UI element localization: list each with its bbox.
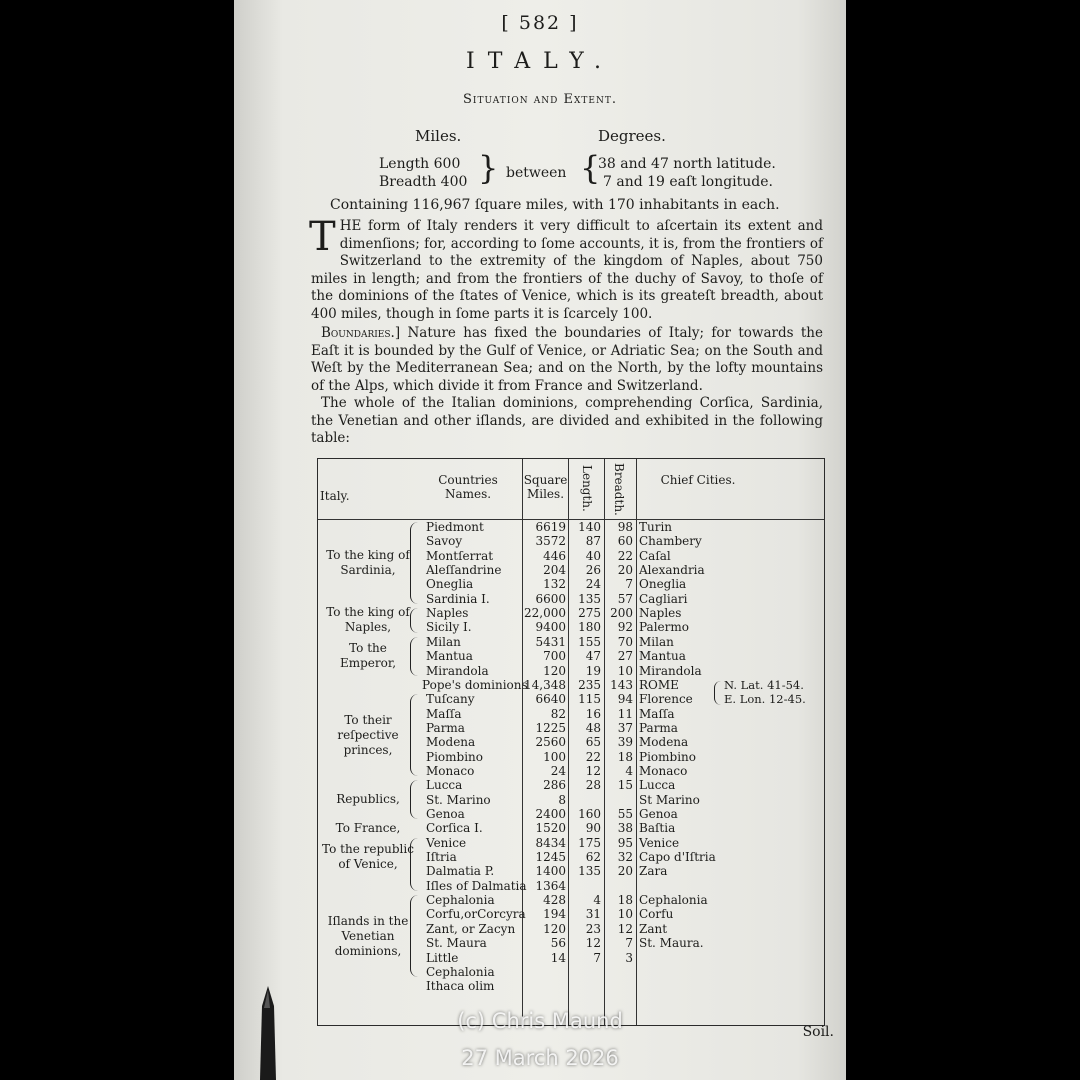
breadth-value: 60 xyxy=(617,534,633,549)
chief-city: Genoa xyxy=(639,807,678,821)
length-value: 4 xyxy=(593,893,601,908)
country-name: Mantua xyxy=(426,649,473,664)
square-miles-value: 6600 xyxy=(535,591,566,606)
dominion-group-label: Republics, xyxy=(336,792,400,807)
breadth-value: 55 xyxy=(617,807,633,821)
square-miles-value: 100 xyxy=(543,749,566,764)
chief-city: Parma xyxy=(639,720,678,735)
country-name: Piombino xyxy=(426,749,483,764)
chief-city: Monaco xyxy=(639,763,688,778)
length-value: 62 xyxy=(585,850,601,865)
dominion-group-label: To the king of Naples, xyxy=(326,605,410,635)
length-value: 16 xyxy=(585,706,601,721)
square-miles-value: 446 xyxy=(543,548,566,563)
breadth-value: 11 xyxy=(617,706,633,721)
length-value: Length 600 xyxy=(379,156,461,172)
square-miles-value: 5431 xyxy=(535,634,566,649)
square-miles-value: 8 xyxy=(558,792,566,807)
length-value: 24 xyxy=(585,577,601,592)
length-value: 26 xyxy=(585,563,601,578)
breadth-header: Breadth. xyxy=(612,463,626,516)
group-brace-icon xyxy=(410,694,421,776)
square-miles-value: 82 xyxy=(550,706,566,721)
chief-city: Oneglia xyxy=(639,577,687,592)
length-value: 12 xyxy=(585,763,601,778)
longitude-range: 7 and 19 eaſt longitude. xyxy=(603,174,773,190)
breadth-value: 38 xyxy=(617,821,633,836)
group-brace-icon xyxy=(410,637,421,676)
rome-longitude-note: E. Lon. 12-45. xyxy=(724,692,806,706)
length-value: 19 xyxy=(585,663,601,678)
chief-city: Cephalonia xyxy=(639,893,708,908)
chief-city: Milan xyxy=(639,634,674,649)
length-value: 7 xyxy=(593,950,601,965)
square-miles-value: 204 xyxy=(543,563,566,578)
dominion-group-label: To the king of Sardinia, xyxy=(326,548,410,578)
chief-city: Modena xyxy=(639,735,689,750)
country-name: Cephalonia xyxy=(426,893,495,908)
cities-header: Chief Cities. xyxy=(660,473,736,487)
dominion-group-label: Iſlands in the Venetian dominions, xyxy=(327,914,409,959)
length-header: Length. xyxy=(580,465,594,512)
chief-city: Chambery xyxy=(639,534,702,549)
square-miles-value: 56 xyxy=(550,936,566,951)
breadth-value: 10 xyxy=(617,663,633,678)
square-miles-value: 1364 xyxy=(535,878,566,893)
chief-city: Lucca xyxy=(639,778,676,793)
chief-city: Caſal xyxy=(639,548,671,563)
country-name: Genoa xyxy=(426,807,465,821)
country-name: Iſtria xyxy=(426,850,457,865)
dominion-group-label: To the Emperor, xyxy=(339,641,397,671)
breadth-value: 98 xyxy=(617,520,633,534)
breadth-value: 18 xyxy=(617,749,633,764)
square-miles-value: 1520 xyxy=(535,821,566,836)
catchword: Soil. xyxy=(802,1024,834,1040)
square-miles-value: 1400 xyxy=(535,864,566,879)
square-miles-value: 3572 xyxy=(535,534,566,549)
length-value: 87 xyxy=(585,534,601,549)
country-name: Sicily I. xyxy=(426,620,472,635)
square-miles-value: 2560 xyxy=(535,735,566,750)
square-miles-value: 120 xyxy=(543,921,566,936)
breadth-value: 15 xyxy=(617,778,633,793)
country-name: Iſles of Dalmatia xyxy=(426,878,527,893)
breadth-value: 12 xyxy=(617,921,633,936)
breadth-value: 39 xyxy=(617,735,633,750)
dominion-group-label: To the republic of Venice, xyxy=(322,842,414,872)
country-name: Venice xyxy=(426,835,467,850)
square-miles-value: 1225 xyxy=(535,720,566,735)
square-miles-value: 22,000 xyxy=(524,606,566,621)
length-value: 40 xyxy=(585,548,601,563)
degrees-header: Degrees. xyxy=(598,127,666,145)
section-subtitle: Situation and Extent. xyxy=(463,92,617,107)
breadth-value: 7 xyxy=(625,936,633,951)
length-value: 12 xyxy=(585,936,601,951)
country-name: St. Marino xyxy=(426,792,491,807)
boundaries-heading: Boundaries.] xyxy=(321,325,401,341)
length-value: 22 xyxy=(585,749,601,764)
rome-brace-icon xyxy=(714,681,721,705)
group-brace-icon xyxy=(410,608,421,633)
dominions-paragraph: The whole of the Italian dominions, comprehending Corſica, Sardinia, the Venetian and other iſlands, are divided and exhibited in the following table: xyxy=(311,395,823,446)
miles-header: Miles. xyxy=(415,127,462,145)
length-value: 155 xyxy=(578,634,601,649)
chief-city: Piombino xyxy=(639,749,696,764)
length-value: 135 xyxy=(578,864,601,879)
square-miles-value: 14,348 xyxy=(524,677,566,692)
country-name: Zant, or Zacyn xyxy=(426,921,516,936)
country-name: Piedmont xyxy=(426,520,484,534)
length-value: 235 xyxy=(578,677,601,692)
chief-city: Florence xyxy=(639,692,693,707)
breadth-value: 32 xyxy=(617,850,633,865)
square-miles-value: 194 xyxy=(543,907,566,922)
square-miles-value: 24 xyxy=(550,763,566,778)
latitude-range: 38 and 47 north latitude. xyxy=(598,156,776,172)
breadth-value: 94 xyxy=(617,692,633,707)
square-miles-value: 286 xyxy=(543,778,566,793)
country-name: Corſica I. xyxy=(426,821,483,836)
right-brace-icon: } xyxy=(478,149,499,187)
breadth-value: 95 xyxy=(617,835,633,850)
breadth-value: Breadth 400 xyxy=(379,174,468,190)
breadth-value: 37 xyxy=(617,720,633,735)
chief-city: Mantua xyxy=(639,649,686,664)
country-name: Milan xyxy=(426,634,461,649)
square-miles-value: 132 xyxy=(543,577,566,592)
country-name: Monaco xyxy=(426,763,475,778)
country-name: St. Maura xyxy=(426,936,487,951)
group-brace-icon xyxy=(410,780,421,819)
breadth-value: 3 xyxy=(625,950,633,965)
breadth-value: 4 xyxy=(625,763,633,778)
chief-city: Maſſa xyxy=(639,706,675,721)
breadth-value: 92 xyxy=(617,620,633,635)
country-name: Tuſcany xyxy=(426,692,475,707)
watermark-date: 27 March 2026 xyxy=(461,1046,619,1070)
length-value: 28 xyxy=(585,778,601,793)
watermark-copyright: (c) Chris Maund xyxy=(457,1009,623,1033)
chief-city: ROME xyxy=(639,677,679,692)
chief-city: Naples xyxy=(639,606,682,621)
length-value: 48 xyxy=(585,720,601,735)
square-miles-value: 1245 xyxy=(535,850,566,865)
chief-city: Zara xyxy=(639,864,668,879)
dominions-table xyxy=(317,458,825,1026)
country-name: Parma xyxy=(426,720,465,735)
square-miles-value: 700 xyxy=(543,649,566,664)
intro-paragraph xyxy=(309,214,823,323)
square-miles-value: 6619 xyxy=(535,520,566,534)
between-label: between xyxy=(506,165,567,181)
country-name: Montſerrat xyxy=(426,548,494,563)
breadth-value: 70 xyxy=(617,634,633,649)
length-value: 115 xyxy=(578,692,601,707)
chief-city: Turin xyxy=(639,520,673,534)
country-name: Sardinia I. xyxy=(426,591,490,606)
country-name: Naples xyxy=(426,606,469,621)
country-name: Lucca xyxy=(426,778,463,793)
chief-city: St Marino xyxy=(639,792,700,807)
boundaries-text: Nature has fixed the boundaries of Italy; for towards the Eaſt it is bounded by the Gulf of Venice, or Adriatic Sea; on the South and Weſt by the Mediterranean Sea; and on the North, by the lofty mountains of the Alps, which divide it from France and Switzerland. xyxy=(311,325,823,394)
breadth-value: 20 xyxy=(617,864,633,879)
breadth-value: 27 xyxy=(617,649,633,664)
chief-city: Alexandria xyxy=(639,563,705,578)
chief-city: Palermo xyxy=(639,620,689,635)
book-page xyxy=(234,0,846,1080)
length-value: 23 xyxy=(585,921,601,936)
country-name: Aleſſandrine xyxy=(426,563,502,578)
length-value: 47 xyxy=(585,649,601,664)
chief-city: Mirandola xyxy=(639,663,702,678)
dominion-group-label: To France, xyxy=(335,821,401,836)
breadth-value: 57 xyxy=(617,591,633,606)
length-value: 31 xyxy=(585,907,601,922)
intro-text: HE form of Italy renders it very difficult to aſcertain its extent and dimenſions; for, according to ſome accounts, it is, from the frontiers of Switzerland to the extremity of the kingdom of Naples, about 750 miles in length; and from the frontiers of the duchy of Savoy, to thoſe of the dominions of the ſtates of Venice, which is its greateſt breadth, about 400 miles, though in ſome parts it is ſcarcely 100. xyxy=(311,218,823,322)
drop-cap: T xyxy=(309,214,336,260)
breadth-value: 18 xyxy=(617,893,633,908)
chief-city: Cagliari xyxy=(639,591,688,606)
country-name: Mirandola xyxy=(426,663,489,678)
length-value: 90 xyxy=(585,821,601,836)
page-number: [ 582 ] xyxy=(501,12,579,34)
country-name: Pope's dominions xyxy=(422,677,528,692)
length-value: 175 xyxy=(578,835,601,850)
length-value: 135 xyxy=(578,591,601,606)
group-brace-icon xyxy=(410,522,421,604)
length-value: 140 xyxy=(578,520,601,534)
chief-city: Capo d'Iſtria xyxy=(639,850,716,865)
chief-city: St. Maura. xyxy=(639,936,704,951)
square-miles-value: 8434 xyxy=(535,835,566,850)
length-value: 180 xyxy=(578,620,601,635)
dominion-group-label: To their reſpective princes, xyxy=(337,713,399,758)
country-name: Corfu,orCorcyra xyxy=(426,907,526,922)
breadth-value: 143 xyxy=(610,677,633,692)
country-name: Maſſa xyxy=(426,706,462,721)
chief-city: Zant xyxy=(639,921,668,936)
breadth-value: 20 xyxy=(617,563,633,578)
chief-city: Corfu xyxy=(639,907,674,922)
breadth-value: 22 xyxy=(617,548,633,563)
country-name: Dalmatia P. xyxy=(426,864,495,879)
area-statement: Containing 116,967 ſquare miles, with 170 inhabitants in each. xyxy=(330,197,780,213)
length-value: 275 xyxy=(578,606,601,621)
square-miles-value: 428 xyxy=(543,893,566,908)
left-brace-icon: { xyxy=(580,149,601,187)
square-miles-value: 6640 xyxy=(535,692,566,707)
square-miles-header: Square Miles. xyxy=(523,473,568,501)
breadth-value: 7 xyxy=(625,577,633,592)
breadth-value: 10 xyxy=(617,907,633,922)
square-miles-value: 2400 xyxy=(535,807,566,821)
boundaries-paragraph xyxy=(311,325,823,395)
countries-header: Countries Names. xyxy=(438,473,498,501)
chief-city: Venice xyxy=(639,835,680,850)
breadth-value: 200 xyxy=(610,606,633,621)
square-miles-value: 14 xyxy=(550,950,566,965)
square-miles-value: 120 xyxy=(543,663,566,678)
square-miles-value: 9400 xyxy=(535,620,566,635)
chief-city: Baſtia xyxy=(639,821,676,836)
group-brace-icon xyxy=(410,838,421,891)
rome-latitude-note: N. Lat. 41-54. xyxy=(724,678,804,692)
country-name: Modena xyxy=(426,735,476,750)
length-value: 160 xyxy=(578,807,601,821)
country-name: Little Cephalonia Ithaca olim xyxy=(426,950,495,993)
country-name: Savoy xyxy=(426,534,463,549)
length-value: 65 xyxy=(585,735,601,750)
country-name: Oneglia xyxy=(426,577,474,592)
group-brace-icon xyxy=(410,895,421,977)
page-title: ITALY. xyxy=(466,49,614,74)
italy-header: Italy. xyxy=(320,489,350,503)
